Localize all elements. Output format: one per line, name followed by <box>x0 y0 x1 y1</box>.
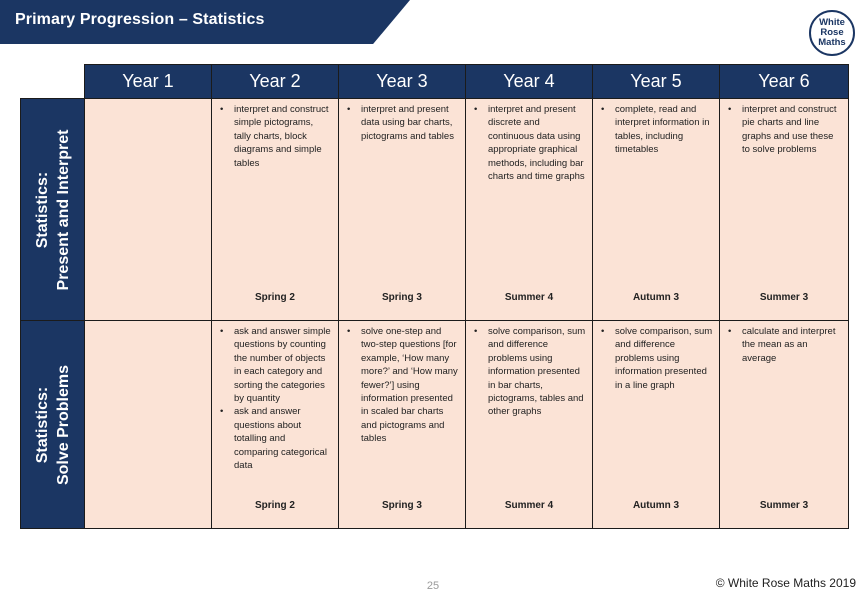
year-header-row <box>21 65 849 99</box>
term-label: Summer 4 <box>504 292 554 303</box>
table-cell <box>466 99 593 321</box>
copyright-notice: © White Rose Maths 2019 <box>715 576 856 590</box>
table-cell <box>593 321 720 529</box>
page-title: Primary Progression – Statistics <box>15 11 265 28</box>
list-item: • interpret and present data using bar charts, pictograms and tables <box>345 103 459 143</box>
table-cell <box>720 99 849 321</box>
term-label: Spring 2 <box>254 292 295 303</box>
table-corner <box>21 65 85 99</box>
term-label: Autumn 3 <box>632 500 680 511</box>
table-cell <box>85 99 212 321</box>
table-row <box>21 321 849 529</box>
list-item: • ask and answer simple questions by counting the number of objects in each category and sorting the categories by quantity <box>218 325 332 405</box>
list-item: • ask and answer questions about totalling and comparing categorical data <box>218 405 332 472</box>
row-header-line: Statistics: <box>33 171 51 248</box>
term-label: Autumn 3 <box>632 292 680 303</box>
row-header-solve-problems <box>21 321 85 529</box>
list-item: • complete, read and interpret information in tables, including timetables <box>599 103 713 157</box>
row-header-line: Solve Problems <box>54 364 72 485</box>
list-item: • solve comparison, sum and difference problems using information presented in a line graph <box>599 325 713 392</box>
white-rose-maths-logo <box>809 10 855 56</box>
year-header: Year 3 <box>339 65 466 99</box>
list-item: • solve one-step and two-step questions [for example, ‘How many more?’ and ‘How many fewer?’] using information presented in scaled bar charts and pictograms and tables <box>345 325 459 446</box>
list-item: • interpret and construct pie charts and line graphs and use these to solve problems <box>726 103 842 157</box>
table-cell <box>212 321 339 529</box>
term-label: Spring 3 <box>381 292 422 303</box>
list-item: • interpret and present discrete and continuous data using appropriate graphical methods, including bar charts and time graphs <box>472 103 586 183</box>
year-header: Year 6 <box>720 65 849 99</box>
logo-line: White <box>819 17 845 28</box>
table-cell <box>720 321 849 529</box>
term-label: Summer 3 <box>759 500 809 511</box>
year-header: Year 1 <box>85 65 212 99</box>
list-item: • interpret and construct simple pictograms, tally charts, block diagrams and simple tables <box>218 103 332 170</box>
year-header: Year 2 <box>212 65 339 99</box>
term-label: Spring 3 <box>381 500 422 511</box>
row-header-line: Statistics: <box>33 386 51 463</box>
row-header-present-interpret <box>21 99 85 321</box>
year-header: Year 4 <box>466 65 593 99</box>
table-cell <box>339 321 466 529</box>
term-label: Summer 3 <box>759 292 809 303</box>
logo-line: Rose <box>820 27 844 38</box>
list-item: • calculate and interpret the mean as an average <box>726 325 842 365</box>
term-label: Spring 2 <box>254 500 295 511</box>
table-cell <box>466 321 593 529</box>
year-header: Year 5 <box>593 65 720 99</box>
logo-line: Maths <box>818 37 846 48</box>
table-cell <box>339 99 466 321</box>
table-cell <box>593 99 720 321</box>
list-item: • solve comparison, sum and difference problems using information presented in bar charts, pictograms, tables and other graphs <box>472 325 586 419</box>
row-header-line: Present and Interpret <box>54 129 72 290</box>
page-number: 25 <box>426 580 440 592</box>
table-row <box>21 99 849 321</box>
term-label: Summer 4 <box>504 500 554 511</box>
table-cell <box>85 321 212 529</box>
progression-table <box>20 64 849 529</box>
table-cell <box>212 99 339 321</box>
